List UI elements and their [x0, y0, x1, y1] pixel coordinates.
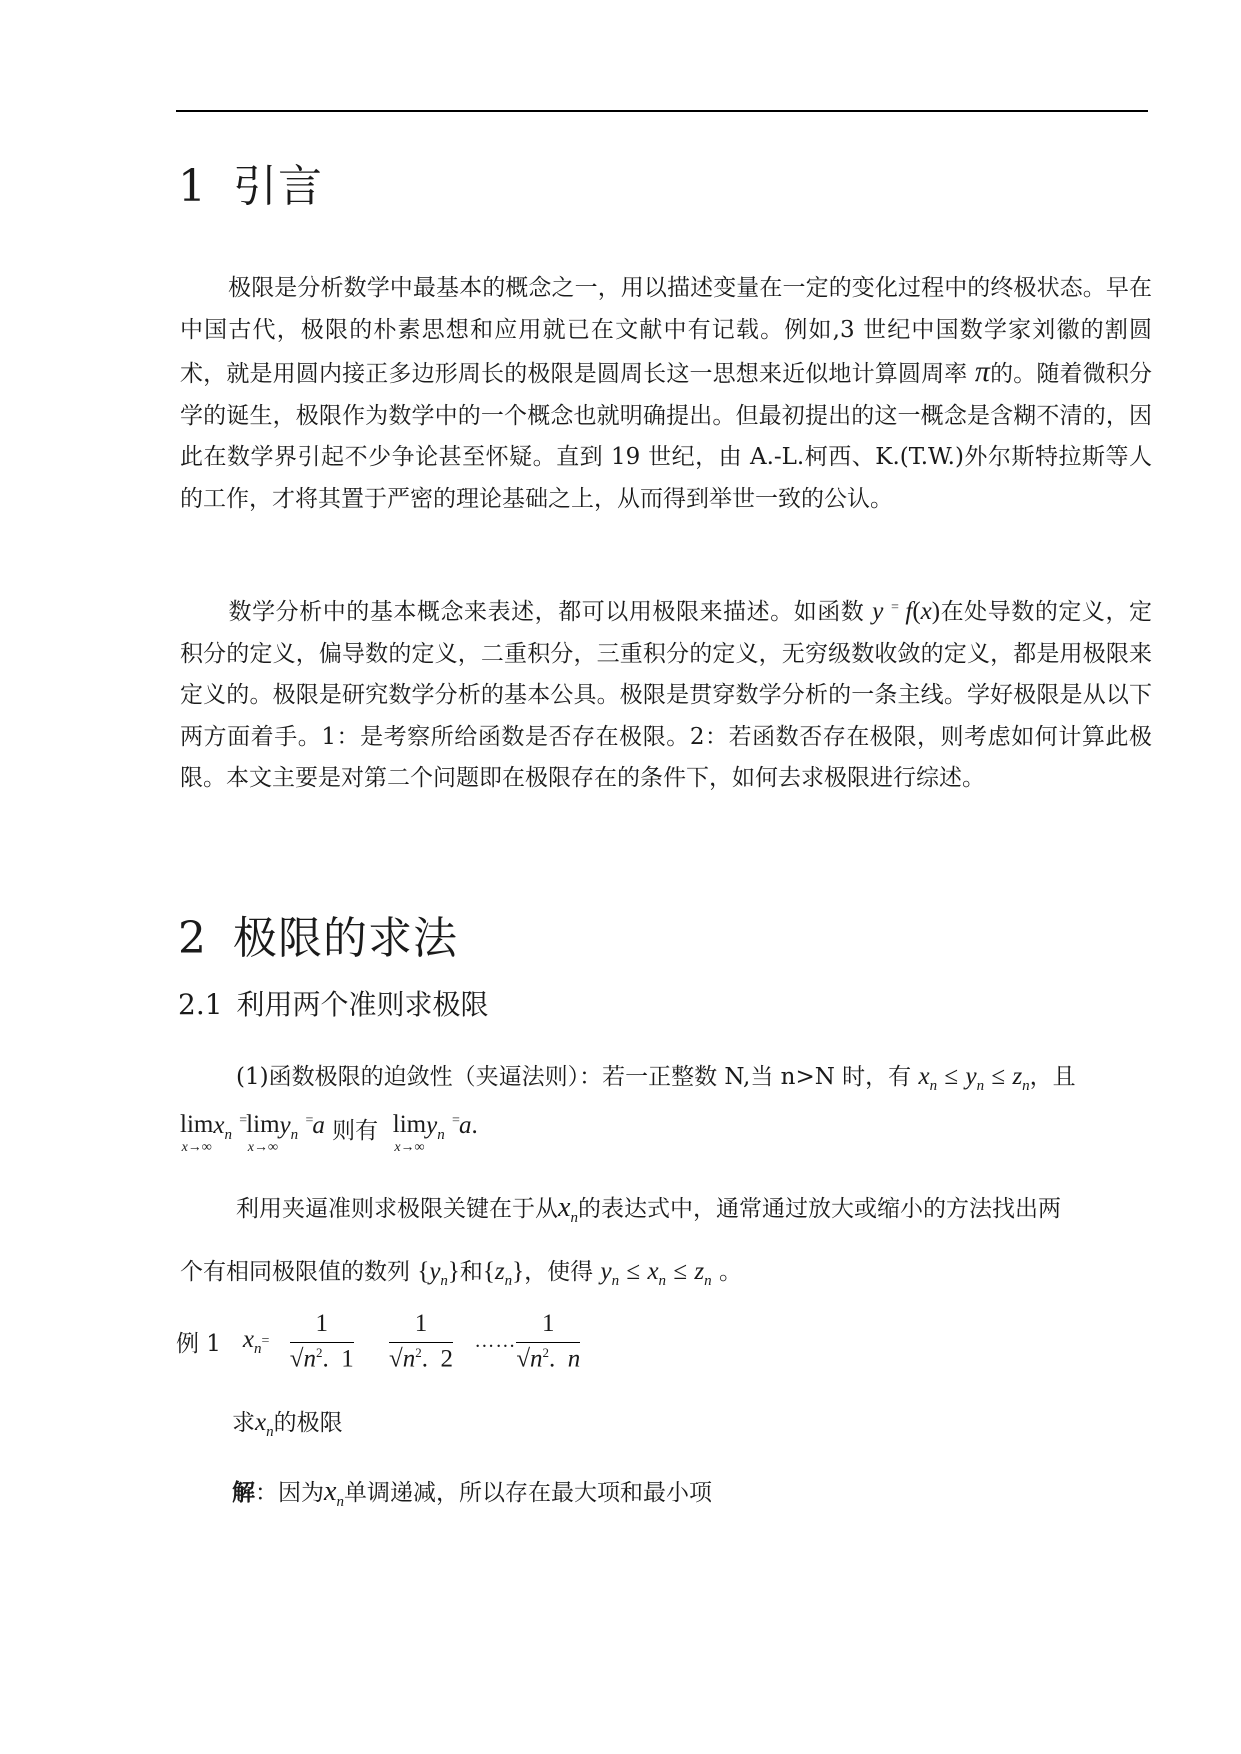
subsection-number: 2.1	[178, 988, 223, 1021]
fraction-term-n: $\frac{1}{√n^2. n}$	[516, 1310, 581, 1373]
intro-text: 极限是分析数学中最基本的概念之一，用以描述变量在一定的变化过程中的终极状态。早在中国古代，极限的朴素思想和应用就已在文献中有记载。例如,3 世纪中国数学家刘徽的割圆术，就是用圆内接正多边形周长的极限是圆周长这一思想来近似地计算圆周率	[180, 275, 1152, 387]
section-number: 1	[178, 161, 207, 212]
section-title: 极限的求法	[233, 913, 458, 964]
then-have: 则有	[332, 1118, 379, 1144]
fraction-term-1: $\frac{1}{√n^2. 1}$	[289, 1310, 354, 1373]
pi-symbol: π	[974, 355, 990, 388]
example-1: 例 1 $x_n=$ $\frac{1}{√n^2. 1}$ $\frac{1}{√n^2. 2}$ …… $\frac{1}{√n^2. n}$	[176, 1310, 581, 1373]
function-expression: y = f	[872, 598, 913, 625]
limit-formula-line: lim x→∞ $x_n$ = lim x→∞ $y_n$ =a 则有 lim x→∞ $y_n$ =a.	[180, 1111, 478, 1155]
subsection-2-1-heading	[178, 983, 489, 1023]
fraction-term-2: $\frac{1}{√n^2. 2}$	[389, 1310, 453, 1373]
intro-paragraph-2: 数学分析中的基本概念来表述，都可以用极限来描述。如函数 y = f(x)在处导数的定义，定积分的定义，偏导数的定义，二重积分，三重积分的定义，无穷级数收敛的定义，都是用极限来定义的。极限是研究数学分析的基本公具。极限是贯穿数学分析的一条主线。学好极限是从以下两方面着手。1：是考察所给函数是否存在极限。2：若函数否存在极限，则考虑如何计算此极限。本文主要是对第二个问题即在极限存在的条件下，如何去求极限进行综述。	[180, 598, 1153, 791]
section-number: 2	[178, 913, 207, 964]
intro-text-continued: 的。随着微积分学的诞生，极限作为数学中的一个概念也就明确提出。但最初提出的这一概念是含糊不清的，因此在数学界引起不少争论甚至怀疑。直到 19 世纪，由 A.-L.柯西、K.(T.W.)外尔斯特拉斯等人的工作，才将其置于严密的理论基础之上，从而得到举世一致的公认。	[180, 361, 1153, 512]
squeeze-explanation-line-1: 利用夹逼准则求极限关键在于从$x_n$的表达式中，通常通过放大或缩小的方法找出两	[236, 1192, 1061, 1226]
solution-line: 解：因为$x_n$单调递减，所以存在最大项和最小项	[232, 1476, 712, 1510]
section-title: 引言	[233, 161, 323, 212]
limit-operator: lim x→∞	[392, 1111, 427, 1155]
limit-operator: lim x→∞	[180, 1111, 214, 1155]
example-label: 例 1	[176, 1331, 221, 1358]
para2-text-b: 在处导数的定义，定积分的定义，偏导数的定义，二重积分，三重积分的定义，无穷级数收敛的定义，都是用极限来定义的。极限是研究数学分析的基本公具。极限是贯穿数学分析的一条主线。学好极限是从以下两方面着手。1：是考察所给函数是否存在极限。2：若函数否存在极限，则考虑如何计算此极限。本文主要是对第二个问题即在极限存在的条件下，如何去求极限进行综述。	[180, 599, 1153, 791]
squeeze-rule-end: ，且	[1029, 1064, 1076, 1090]
solution-label: 解	[232, 1479, 255, 1506]
para2-text-a: 数学分析中的基本概念来表述，都可以用极限来描述。如函数	[228, 599, 865, 625]
example-ask: 求$x_n$的极限	[232, 1409, 343, 1440]
section-2-heading	[178, 902, 458, 966]
header-rule	[176, 110, 1148, 112]
intro-paragraph-1	[180, 268, 1152, 520]
subsection-title: 利用两个准则求极限	[236, 988, 489, 1021]
limit-operator: lim x→∞	[246, 1111, 280, 1155]
section-1-heading	[178, 150, 323, 214]
squeeze-rule-line: (1)函数极限的迫敛性（夹逼法则）：若一正整数 N,当 n>N 时，有 $x_n \le y_n \le z_n$，且	[236, 1063, 1076, 1094]
squeeze-rule-text: (1)函数极限的迫敛性（夹逼法则）：若一正整数 N,当 n>N 时，有	[236, 1064, 912, 1090]
squeeze-explanation-line-2: 个有相同极限值的数列 $\{y_n\}$和$\{z_n\}$，使得 $y_n \le x_n \le z_n$ 。	[180, 1258, 742, 1289]
